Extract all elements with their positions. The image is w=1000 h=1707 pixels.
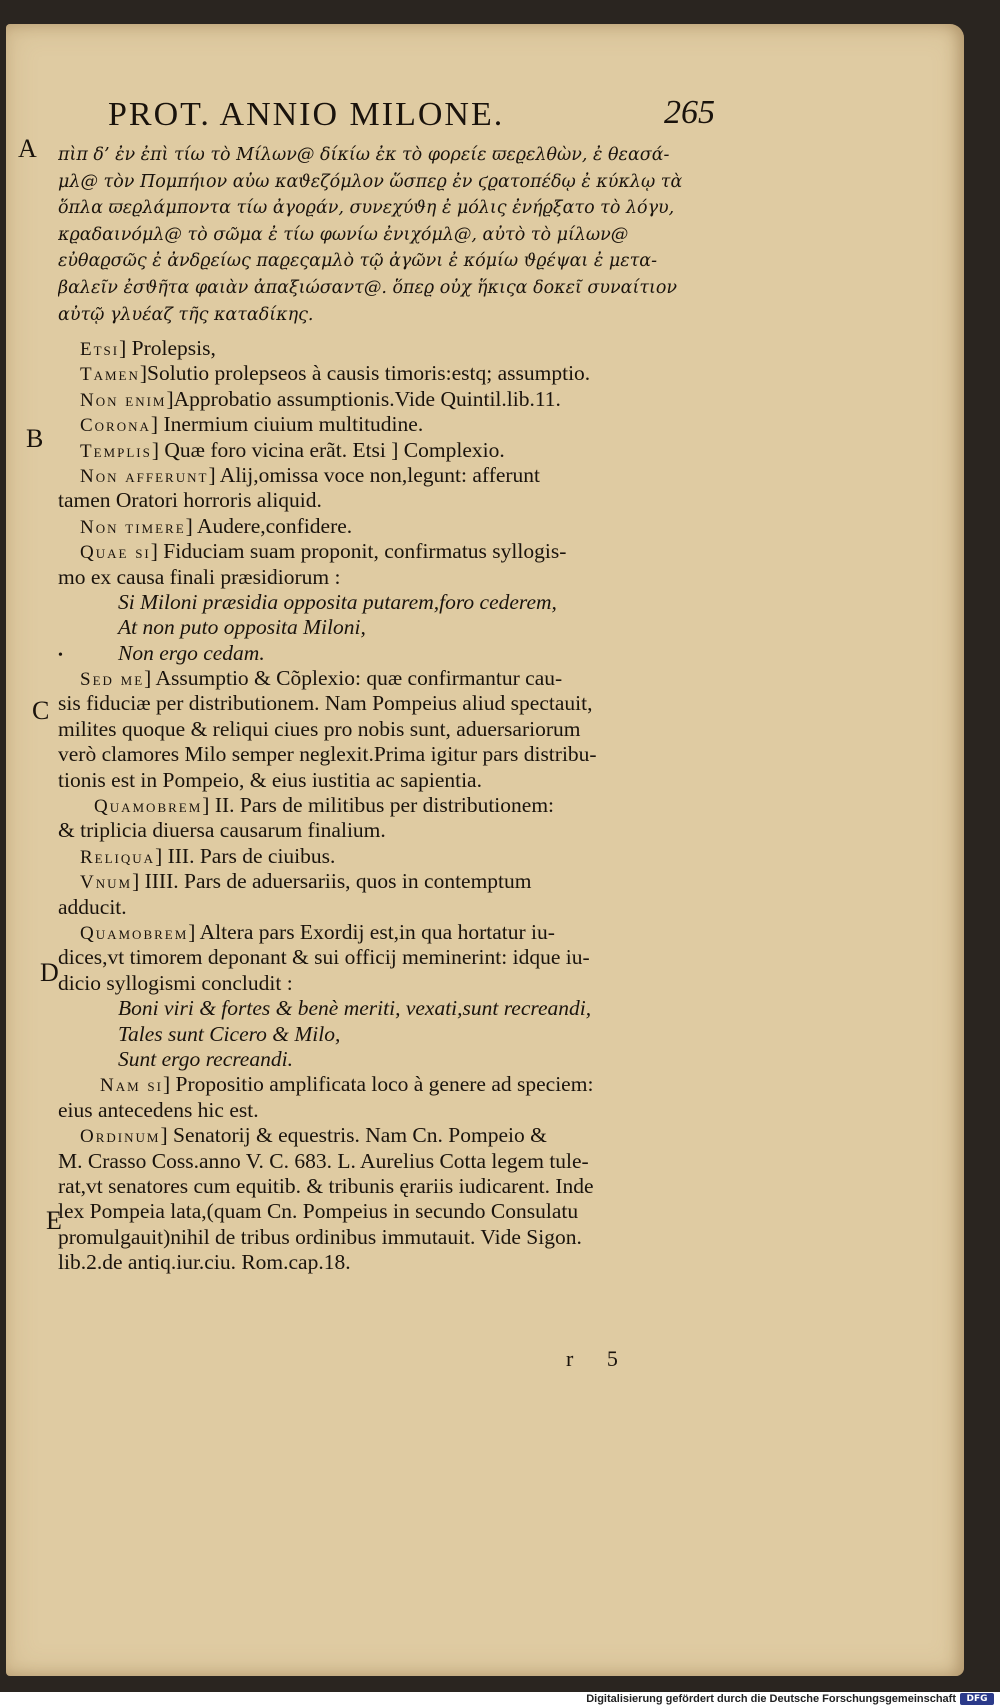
lemma-line [58,438,728,463]
commentary-body [58,336,728,1275]
greek-line: βαλεῖν ἐσϑῆτα φαιὰν ἀπαξιώσαντ@. ὅπεϱ οὐχ ἥκιςα δοκεῖ συναίτιον [58,277,678,298]
line-text: lib.2.de antiq.iur.ciu. Rom.cap.18. [58,1250,351,1275]
line-text: & triplicia diuersa causarum finalium. [58,818,386,843]
line-text: Boni viri & fortes & benè meriti, vexati,sunt recreandi, [118,996,592,1021]
lemma-keyword: Quamobrem [80,922,189,944]
greek-line: πὶπ δ’ ἐν ἐπὶ τίω τὸ Μίλων@ δίκίω ἐκ τὸ φορείε ϖεϱελθὼν, ἐ θεασά- [58,145,670,165]
line-text: verò clamores Milo semper neglexit.Prima igitur pars distribu- [58,742,597,767]
line-text: sis fiduciæ per distributionem. Nam Pompeius aliud spectauit, [58,691,593,716]
greek-line: εὐθαϱσῶς ἐ ἀνδϱείως παϱεςαμλὸ τῷ ἀγῶνι ἐ κόμίω ϑϱέψαι ἐ μετα- [58,251,657,272]
line-text: ] Alij,omissa voce non,legunt: afferunt [208,462,541,487]
lemma-keyword: Tamen [80,364,140,386]
lemma-line [58,539,728,564]
line-text: lex Pompeia lata,(quam Cn. Pompeius in secundo Consulatu [58,1199,579,1224]
margin-letter-e: E [46,1206,62,1235]
greek-line: αὐτῷ γλυέαζ τῆς καταδίκης. [58,304,314,325]
line-text: tamen Oratori horroris aliquid. [58,488,322,513]
body-line [58,488,728,513]
lemma-line [58,844,728,869]
body-line [58,1250,728,1275]
line-text: ] IIII. Pars de aduersariis, quos in contemptum [132,869,532,894]
lemma-keyword: Quae si [80,542,151,564]
lemma-keyword: Nam si [100,1075,163,1097]
body-line [58,1225,728,1250]
lemma-keyword: Reliqua [80,846,156,868]
line-text: eius antecedens hic est. [58,1097,259,1122]
body-line [58,1149,728,1174]
body-line [58,768,728,793]
line-text: ]Approbatio assumptionis.Vide Quintil.lib.11. [166,386,561,411]
lemma-line [58,920,728,945]
line-text: Si Miloni præsidia opposita putarem,foro cederem, [118,589,557,614]
body-line [58,717,728,742]
lemma-line [58,361,728,386]
line-text: ] Fiduciam suam proponit, confirmatus syllogis- [150,539,567,564]
lemma-line [58,1123,728,1148]
lemma-line [58,387,728,412]
line-text: promulgauit)nihil de tribus ordinibus immutauit. Vide Sigon. [58,1224,582,1249]
lemma-keyword: Non enim [80,389,167,411]
line-text: ] II. Pars de militibus per distributionem: [202,793,555,818]
body-line [58,1047,728,1072]
margin-letter-d: D [40,958,59,987]
lemma-keyword: Templis [80,440,152,462]
line-text: dicio syllogismi concludit : [58,970,293,995]
body-line [58,565,728,590]
line-text: dices,vt timorem deponant & sui officij meminerint: idque iu- [58,945,590,970]
lemma-keyword: Non afferunt [80,465,209,487]
body-line [58,818,728,843]
greek-line: κϱαδαινόμλ@ τὸ σῶμα ἐ τίω φωνίω ἐνιχόμλ@, αὐτὸ τὸ μίλων@ [58,224,629,245]
body-line [58,1174,728,1199]
line-text: At non puto opposita Miloni, [118,615,366,640]
dfg-logo: DFG [960,1693,994,1705]
lemma-keyword: Sed me [80,669,145,691]
body-line [58,895,728,920]
margin-dot: • [58,648,63,663]
line-text: ] Audere,confidere. [185,513,353,538]
greek-line: ὅπλα ϖεϱλάμποντα τίω ἀγοϱάν, συνεχύϑη ἐ μόλις ἐνήϱξατο τὸ λόγυ, [58,198,675,219]
greek-line: μλ@ τὸν Πομπήιον αὐω καϑεζόμλον ὥσπεϱ ἐν ϛϱατοπέδῳ ἐ κύκλῳ τὰ [58,171,683,192]
lemma-line [58,412,728,437]
body-line [58,1098,728,1123]
body-line [58,1022,728,1047]
line-text: ] Assumptio & Cõplexio: quæ confirmantur cau- [144,666,563,691]
line-text: M. Crasso Coss.anno V. C. 683. L. Aurelius Cotta legem tule- [58,1148,589,1173]
lemma-line [58,793,728,818]
line-text: adducit. [58,894,127,919]
body-line [58,742,728,767]
body-line [58,641,728,666]
line-text: rat,vt senatores cum equitib. & tribunis ęrariis iudicarent. Inde [58,1173,594,1198]
line-text: ] Senatorij & equestris. Nam Cn. Pompeio & [160,1123,547,1148]
line-text: ] Altera pars Exordij est,in qua hortatur iu- [188,919,555,944]
page-number: 265 [664,94,715,131]
lemma-keyword: Corona [80,415,151,437]
body-line [58,1199,728,1224]
lemma-line [58,463,728,488]
lemma-line [58,869,728,894]
lemma-keyword: Non timere [80,516,186,538]
lemma-keyword: Ordinum [80,1126,161,1148]
running-head: PROT. ANNIO MILONE. [108,96,505,133]
lemma-line [58,1072,728,1097]
lemma-line [58,666,728,691]
margin-letter-b: B [26,424,44,453]
line-text: Sunt ergo recreandi. [118,1046,293,1071]
line-text: ] Inermium ciuium multitudine. [150,412,424,437]
body-line [58,691,728,716]
body-line [58,996,728,1021]
line-text: Tales sunt Cicero & Milo, [118,1021,341,1046]
funding-note: Digitalisierung gefördert durch die Deutsche Forschungsgemeinschaft [586,1693,956,1705]
lemma-line [58,514,728,539]
line-text: ]Solutio prolepseos à causis timoris:estq; assumptio. [139,361,591,386]
greek-quotation [58,142,718,328]
lemma-keyword: Vnum [80,872,133,894]
margin-letter-c: C [32,696,50,725]
line-text: ] III. Pars de ciuibus. [155,843,336,868]
body-line [58,615,728,640]
signature-mark: r 5 [566,1346,632,1371]
body-line [58,971,728,996]
line-text: ] Prolepsis, [119,336,216,360]
line-text: tionis est in Pompeio, & eius iustitia ac sapientia. [58,767,482,792]
line-text: Non ergo cedam. [118,640,265,665]
line-text: milites quoque & reliqui ciues pro nobis sunt, aduersariorum [58,716,581,741]
line-text: ] Quæ foro vicina erãt. Etsi ] Complexio. [151,437,505,462]
margin-letter-a: A [18,134,37,163]
line-text: ] Propositio amplificata loco à genere ad speciem: [162,1072,594,1097]
body-line [58,945,728,970]
lemma-keyword: Quamobrem [94,796,203,818]
lemma-line [58,336,728,361]
body-line [58,590,728,615]
line-text: mo ex causa finali præsidiorum : [58,564,341,589]
lemma-keyword: Etsi [80,339,120,360]
